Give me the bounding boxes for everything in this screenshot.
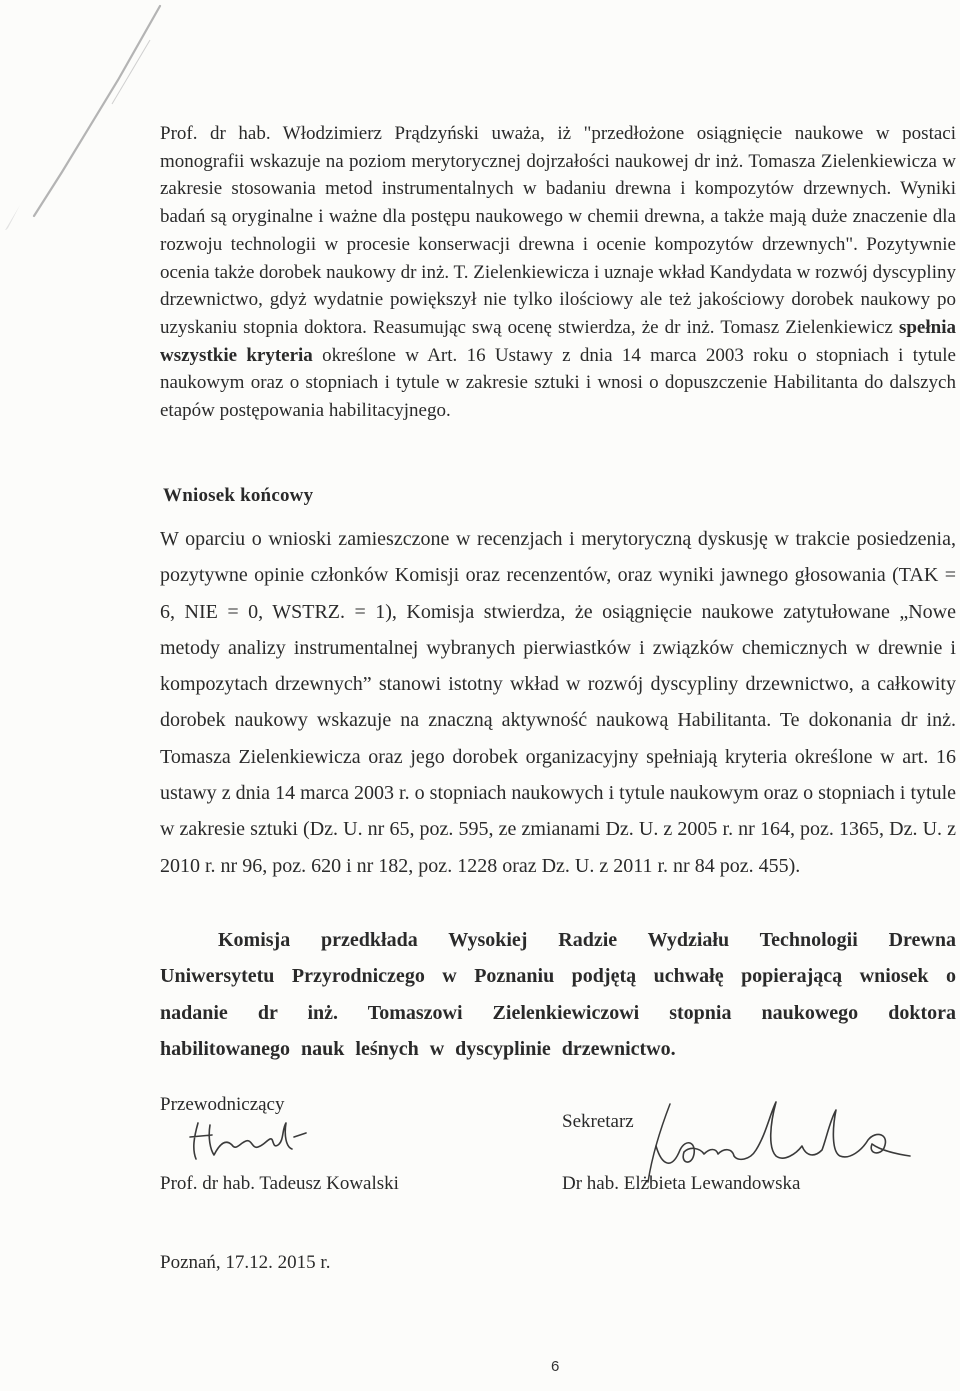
reviewer-opinion-text-1: Prof. dr hab. Włodzimierz Prądzyński uważa, iż "przedłożone osiągnięcie naukowe w postaci monografii wskazuje na poziom merytorycznej dojrzałości naukowej dr inż. Tomasza Zielenkiewicza w zakresie stosowania metod instrumentalnych w badaniu drewna i kompozytów drzewnych. Wyniki badań są oryginalne i ważne dla postępu naukowego w chemii drewna, a także mają duże znaczenie dla rozwoju technologii w procesie konserwacji drewna i ocenie kompozytów drzewnych". Pozytywnie ocenia także dorobek naukowy dr inż. T. Zielenkiewicza i uznaje wkład Kandydata w rozwój dyscypliny drzewnictwo, gdyż wydatnie powiększył nie tylko ilościowy ale też jakościowy dorobek naukowy po uzyskaniu stopnia doktora. Reasumując swą ocenę stwierdza, że dr inż. Tomasz Zielenkiewicz bbox=[160, 123, 956, 338]
page-number: 6 bbox=[551, 1358, 560, 1375]
section-heading: Wniosek końcowy bbox=[163, 485, 314, 506]
reviewer-opinion-paragraph bbox=[160, 120, 956, 425]
committee-motion-paragraph: Komisja przedkłada Wysokiej Radzie Wydziału Technologii Drewna Uniwersytetu Przyrodniczego w Poznaniu podjętą uchwałę popierającą wniosek o nadanie dr inż. Tomaszowi Zielenkiewiczowi stopnia naukowego doktora habilitowanego nauk leśnych w dyscyplinie drzewnictwo. bbox=[160, 929, 956, 1060]
chair-title: Przewodniczący bbox=[160, 1094, 285, 1115]
reviewer-opinion-text-2: określone w Art. 16 Ustawy z dnia 14 marca 2003 roku o stopniach i tytule naukowym oraz o stopniach i tytule w zakresie sztuki i wnosi o dopuszczenie Habilitanta do dalszych etapów postępowania habilitacyjnego. bbox=[160, 344, 956, 422]
final-conclusion-paragraph: W oparciu o wnioski zamieszczone w recenzjach i merytoryczną dyskusję w trakcie posiedzenia, pozytywne opinie członków Komisji oraz recenzentów, oraz wyniki jawnego głosowania (TAK = 6, NIE = 0, WSTRZ. = 1), Komisja stwierdza, że osiągnięcie naukowe zatytułowane „Nowe metody analizy instrumentalnej wybranych pierwiastków i związków chemicznych w drewnie i kompozytach drzewnych” stanowi istotny wkład w rozwój dyscypliny drzewnictwo, a całkowity dorobek naukowy wskazuje na znaczną aktywność naukową Habilitanta. Te dokonania dr inż. Tomasza Zielenkiewicza oraz jego dorobek organizacyjny spełniają kryteria określone w art. 16 ustawy z dnia 14 marca 2003 r. o stopniach naukowych i tytule naukowym oraz o stopniach i tytule w zakresie sztuki (Dz. U. nr 65, poz. 595, ze zmianami Dz. U. z 2005 r. nr 164, poz. 1365, Dz. U. z 2010 r. nr 96, poz. 620 i nr 182, poz. 1228 oraz Dz. U. z 2011 r. nr 84 poz. 455). bbox=[160, 528, 956, 877]
secretary-title: Sekretarz bbox=[562, 1111, 634, 1132]
secretary-name: Dr hab. Elżbieta Lewandowska bbox=[562, 1173, 801, 1194]
secretary-handwritten-signature bbox=[600, 1090, 920, 1185]
criteria-met-emphasis: spełnia wszystkie kryteria bbox=[160, 316, 956, 366]
chair-handwritten-signature bbox=[180, 1115, 310, 1165]
chair-name: Prof. dr hab. Tadeusz Kowalski bbox=[160, 1173, 399, 1194]
place-and-date: Poznań, 17.12. 2015 r. bbox=[160, 1252, 331, 1273]
